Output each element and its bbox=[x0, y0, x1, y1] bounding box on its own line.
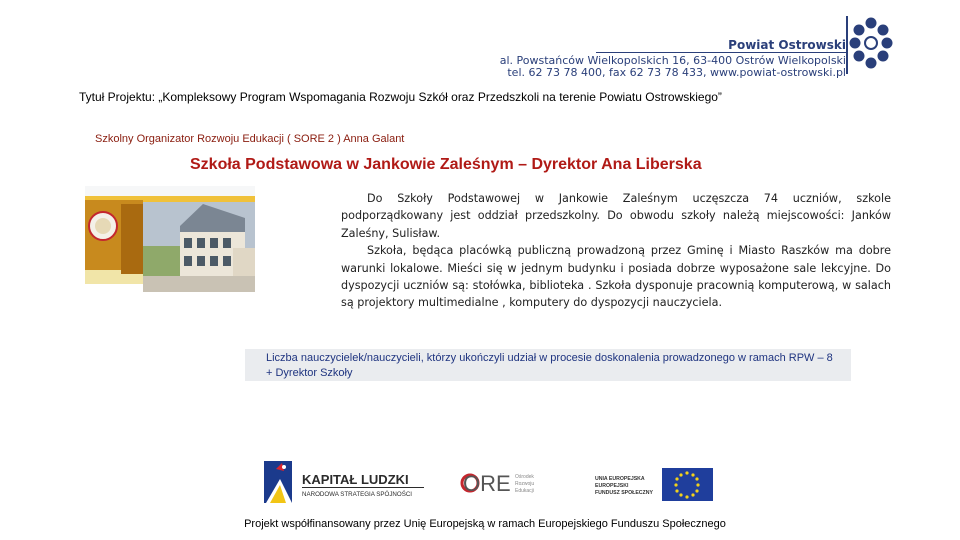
footer-funding-note: Projekt współfinansowany przez Unię Europejską w ramach Europejskiego Funduszu Społecznego bbox=[244, 518, 726, 530]
powiat-logo-icon bbox=[846, 16, 896, 74]
teachers-count-text: Liczba nauczycielek/nauczycieli, którzy ukończyli udział w procesie doskonalenia prowadzonego w ramach RPW – 8 + Dyrektor Szkoły bbox=[266, 352, 833, 379]
school-title: Szkoła Podstawowa w Jankowie Zaleśnym – Dyrektor Ana Liberska bbox=[190, 156, 702, 173]
eu-logo bbox=[590, 467, 714, 501]
kapital-subtitle: NARODOWA STRATEGIA SPÓJNOŚCI bbox=[302, 491, 413, 498]
org-contact: tel. 62 73 78 400, fax 62 73 78 433, www.powiat-ostrowski.pl bbox=[507, 66, 846, 79]
ue-line-1: UNIA EUROPEJSKA bbox=[595, 476, 645, 482]
organizer-line: Szkolny Organizator Rozwoju Edukacji ( SORE 2 ) Anna Galant bbox=[95, 133, 405, 145]
header-block bbox=[500, 38, 846, 79]
school-description bbox=[341, 190, 891, 312]
ore-logo bbox=[460, 466, 540, 500]
ore-name: ORE bbox=[463, 471, 511, 496]
ore-sub-2: Rozwoju bbox=[515, 481, 535, 487]
kapital-title: KAPITAŁ LUDZKI bbox=[302, 472, 409, 487]
project-title: Tytuł Projektu: „Kompleksowy Program Wspomagania Rozwoju Szkół oraz Przedszkoli na terenie Powiatu Ostrowskiego” bbox=[79, 90, 722, 104]
org-name: Powiat Ostrowski bbox=[728, 38, 846, 52]
ore-sub-1: Ośrodek bbox=[515, 474, 534, 480]
ore-sub-3: Edukacji bbox=[515, 488, 534, 494]
ue-line-2: EUROPEJSKI bbox=[595, 483, 629, 489]
ue-line-3: FUNDUSZ SPOŁECZNY bbox=[595, 490, 653, 496]
org-address: al. Powstańców Wielkopolskich 16, 63-400 Ostrów Wielkopolski bbox=[499, 54, 846, 67]
school-photo bbox=[85, 186, 255, 292]
description-paragraph-1: Do Szkoły Podstawowej w Jankowie Zaleśnym uczęszcza 74 uczniów, szkole podporządkowany jest oddział przedszkolny. Do obwodu szkoły należą miejscowości: Janków Zaleśny, Sulisław. bbox=[341, 192, 891, 240]
description-paragraph-2: Szkoła, będąca placówką publiczną prowadzoną przez Gminę i Miasto Raszków ma dobre warunki lokalowe. Mieści się w jednym budynku i posiada dobrze wyposażone sale lekcyjne. Do dyspozycji uczniów są: stołówka, biblioteka . Szkoła dysponuje pracownią komputerową, w salach są projektory multimedialne , komputery do dyspozycji nauczyciela. bbox=[341, 244, 891, 310]
header-divider bbox=[596, 52, 846, 53]
kapital-ludzki-logo bbox=[262, 459, 427, 505]
